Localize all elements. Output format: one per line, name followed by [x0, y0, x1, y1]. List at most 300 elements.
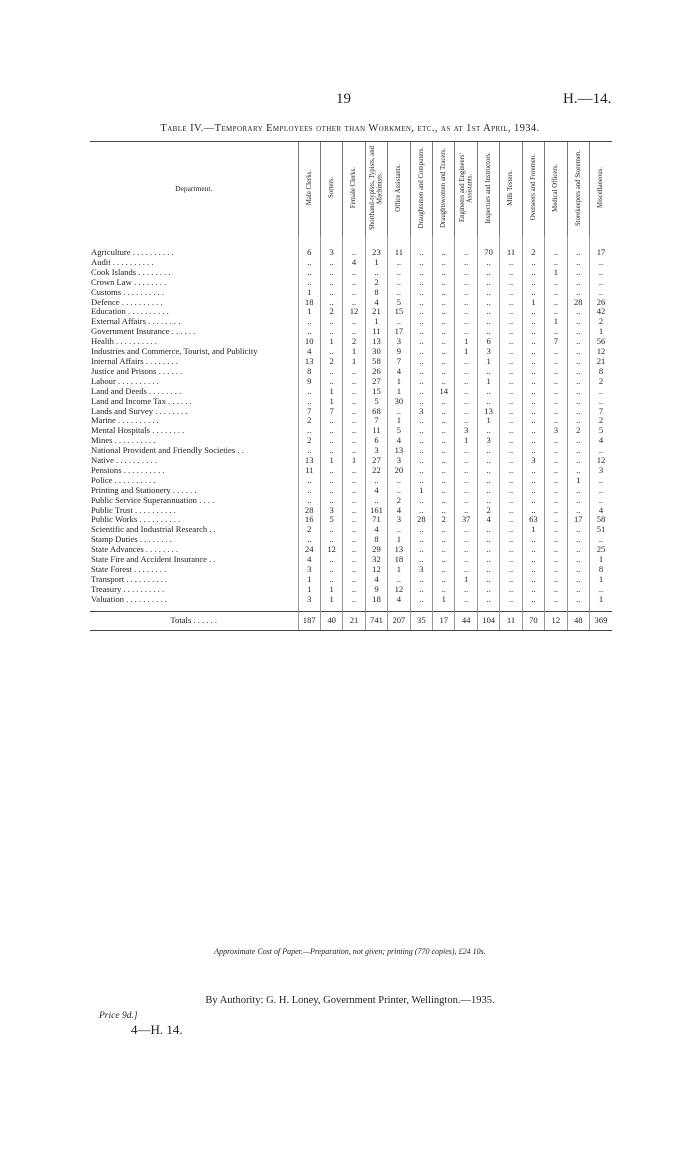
- table-cell: ..: [522, 565, 544, 575]
- total-cell: 21: [343, 611, 365, 630]
- table-cell: ..: [500, 426, 522, 436]
- table-cell: 7: [365, 416, 387, 426]
- price: Price 9d.]: [99, 1011, 138, 1021]
- table-cell: ..: [410, 347, 432, 357]
- table-cell: ..: [433, 496, 455, 506]
- column-header-label: Male Clerks.: [305, 169, 313, 206]
- table-cell: ..: [522, 407, 544, 417]
- table-cell: ..: [545, 446, 567, 456]
- table-cell: ..: [433, 486, 455, 496]
- table-cell: 4: [589, 506, 612, 516]
- table-cell: ..: [500, 268, 522, 278]
- table-cell: ..: [567, 278, 589, 288]
- table-cell: ..: [522, 357, 544, 367]
- table-cell: ..: [477, 307, 499, 317]
- table-cell: ..: [522, 337, 544, 347]
- table-row: [90, 466, 612, 476]
- table-cell: ..: [545, 288, 567, 298]
- table-cell: ..: [589, 476, 612, 486]
- table-cell: 4: [589, 436, 612, 446]
- table-cell: 4: [388, 436, 410, 446]
- table-cell: ..: [589, 278, 612, 288]
- table-cell: ..: [433, 397, 455, 407]
- column-header-label: Department.: [175, 184, 213, 194]
- table-cell: ..: [455, 476, 477, 486]
- table-cell: ..: [477, 258, 499, 268]
- table-cell: ..: [433, 476, 455, 486]
- table-cell: ..: [500, 327, 522, 337]
- table-cell: ..: [343, 288, 365, 298]
- table-cell: ..: [298, 535, 320, 545]
- total-cell: 11: [500, 611, 522, 630]
- table-row: [90, 307, 612, 317]
- table-row: [90, 515, 612, 525]
- table-cell: ..: [455, 268, 477, 278]
- table-cell: ..: [433, 337, 455, 347]
- table-cell: ..: [410, 555, 432, 565]
- table-cell: ..: [455, 535, 477, 545]
- table-cell: ..: [500, 337, 522, 347]
- table-cell: 3: [298, 595, 320, 611]
- column-header: [365, 142, 387, 236]
- table-cell: ..: [589, 397, 612, 407]
- table-cell: ..: [433, 466, 455, 476]
- department-name: National Provident and Friendly Societies . .: [91, 446, 244, 456]
- table-cell: ..: [320, 486, 342, 496]
- table-cell: 30: [388, 397, 410, 407]
- table-cell: ..: [500, 595, 522, 611]
- table-row: [90, 565, 612, 575]
- department-name: Printing and Stationery . . . . . .: [91, 485, 197, 495]
- table-row: [90, 486, 612, 496]
- table-cell: ..: [455, 407, 477, 417]
- table-cell: 9: [298, 377, 320, 387]
- table-row: [90, 416, 612, 426]
- total-cell: 741: [365, 611, 387, 630]
- table-row: [90, 298, 612, 308]
- table-cell: ..: [433, 347, 455, 357]
- table-cell: ..: [320, 555, 342, 565]
- table-cell: 18: [298, 298, 320, 308]
- table-cell: ..: [298, 278, 320, 288]
- table-cell: ..: [522, 317, 544, 327]
- column-header-label: Miscellaneous.: [597, 167, 605, 209]
- table-cell: ..: [433, 535, 455, 545]
- table-cell: ..: [320, 367, 342, 377]
- table-cell: 1: [522, 525, 544, 535]
- table-cell: ..: [410, 317, 432, 327]
- table-cell: ..: [433, 278, 455, 288]
- table-cell: ..: [410, 575, 432, 585]
- table-cell: 3: [589, 466, 612, 476]
- table-row: [90, 535, 612, 545]
- table-cell: ..: [343, 268, 365, 278]
- table-cell: ..: [567, 416, 589, 426]
- table-row: [90, 585, 612, 595]
- column-header: [298, 142, 320, 236]
- table-cell: ..: [522, 377, 544, 387]
- table-cell: ..: [410, 426, 432, 436]
- table-cell: 58: [365, 357, 387, 367]
- table-cell: 11: [298, 466, 320, 476]
- table-cell: ..: [477, 545, 499, 555]
- table-cell: ..: [567, 317, 589, 327]
- table-cell: ..: [343, 476, 365, 486]
- table-row: [90, 595, 612, 611]
- table-cell: ..: [500, 565, 522, 575]
- department-name: Industries and Commerce, Tourist, and Publicity: [91, 347, 258, 357]
- total-cell: 40: [320, 611, 342, 630]
- totals-label: Totals . . . . . .: [90, 611, 298, 630]
- totals-row: [90, 611, 612, 630]
- table-cell: ..: [433, 298, 455, 308]
- table-cell: 13: [298, 456, 320, 466]
- table-row: [90, 555, 612, 565]
- table-cell: ..: [410, 496, 432, 506]
- table-cell: 5: [388, 426, 410, 436]
- table-cell: ..: [522, 535, 544, 545]
- table-cell: ..: [320, 416, 342, 426]
- table-cell: ..: [522, 307, 544, 317]
- table-cell: 1: [298, 288, 320, 298]
- table-cell: 42: [589, 307, 612, 317]
- table-cell: ..: [455, 236, 477, 258]
- table-cell: ..: [522, 347, 544, 357]
- table-cell: ..: [388, 278, 410, 288]
- table-cell: 3: [455, 426, 477, 436]
- table-row: [90, 367, 612, 377]
- department-name: Defence . . . . . . . . . .: [91, 297, 163, 307]
- table-cell: 28: [298, 506, 320, 516]
- table-cell: ..: [522, 555, 544, 565]
- column-header: [500, 142, 522, 236]
- table-cell: ..: [545, 525, 567, 535]
- column-header-label: Draughtswomen and Tracers.: [440, 147, 448, 228]
- table-cell: ..: [320, 446, 342, 456]
- table-cell: ..: [567, 307, 589, 317]
- table-cell: ..: [433, 565, 455, 575]
- department-name: Valuation . . . . . . . . . .: [91, 594, 167, 604]
- table-cell: ..: [545, 466, 567, 476]
- table-cell: ..: [343, 496, 365, 506]
- table-cell: ..: [522, 367, 544, 377]
- table-cell: ..: [365, 268, 387, 278]
- table-row: [90, 426, 612, 436]
- table-cell: ..: [500, 407, 522, 417]
- table-cell: 3: [545, 426, 567, 436]
- table-cell: ..: [343, 486, 365, 496]
- table-cell: ..: [455, 298, 477, 308]
- table-cell: 13: [477, 407, 499, 417]
- table-cell: ..: [567, 268, 589, 278]
- table-cell: 27: [365, 456, 387, 466]
- table-cell: ..: [455, 258, 477, 268]
- table-cell: ..: [567, 397, 589, 407]
- table-cell: 1: [320, 337, 342, 347]
- table-cell: ..: [455, 565, 477, 575]
- table-cell: ..: [500, 555, 522, 565]
- table-cell: ..: [589, 268, 612, 278]
- table-cell: 1: [589, 327, 612, 337]
- table-cell: ..: [477, 585, 499, 595]
- table-cell: ..: [298, 258, 320, 268]
- table-row: [90, 278, 612, 288]
- cost-note: Approximate Cost of Paper.—Preparation, not given; printing (770 copies), £24 10s.: [214, 947, 486, 956]
- table-cell: ..: [477, 535, 499, 545]
- table-cell: ..: [567, 347, 589, 357]
- table-cell: ..: [522, 258, 544, 268]
- table-cell: 70: [477, 236, 499, 258]
- table-cell: ..: [343, 595, 365, 611]
- table-cell: ..: [343, 367, 365, 377]
- table-cell: ..: [433, 426, 455, 436]
- department-name: Public Trust . . . . . . . . . .: [91, 505, 176, 515]
- table-cell: 13: [388, 446, 410, 456]
- table-cell: ..: [343, 525, 365, 535]
- table-cell: ..: [500, 476, 522, 486]
- table-cell: 2: [320, 357, 342, 367]
- table-cell: ..: [410, 506, 432, 516]
- department-name: Public Works . . . . . . . . . .: [91, 515, 181, 525]
- table-cell: ..: [298, 446, 320, 456]
- table-cell: ..: [545, 377, 567, 387]
- table-cell: 3: [365, 446, 387, 456]
- employees-table: [90, 142, 612, 631]
- table-cell: ..: [567, 496, 589, 506]
- department-name: Crown Law . . . . . . . .: [91, 277, 167, 287]
- table-cell: 13: [298, 357, 320, 367]
- table-cell: ..: [477, 426, 499, 436]
- table-cell: 12: [589, 347, 612, 357]
- table-cell: ..: [320, 327, 342, 337]
- table-cell: ..: [522, 387, 544, 397]
- table-cell: 7: [298, 407, 320, 417]
- table-cell: ..: [320, 466, 342, 476]
- table-cell: ..: [320, 377, 342, 387]
- table-cell: 8: [365, 288, 387, 298]
- department-name: Labour . . . . . . . . . .: [91, 376, 159, 386]
- table-cell: 1: [298, 307, 320, 317]
- table-cell: 4: [365, 298, 387, 308]
- table-cell: 1: [320, 456, 342, 466]
- table-cell: 1: [477, 416, 499, 426]
- table-cell: ..: [522, 446, 544, 456]
- table-cell: 29: [365, 545, 387, 555]
- table-cell: 11: [388, 236, 410, 258]
- department-name: Stamp Duties . . . . . . . .: [91, 535, 172, 545]
- table-row: [90, 456, 612, 466]
- table-cell: 9: [388, 347, 410, 357]
- table-cell: ..: [477, 327, 499, 337]
- table-row: [90, 317, 612, 327]
- page-number: 19: [336, 91, 351, 107]
- department-name: Agriculture . . . . . . . . . .: [91, 247, 174, 257]
- table-row: [90, 236, 612, 258]
- table-cell: ..: [388, 258, 410, 268]
- table-cell: ..: [388, 268, 410, 278]
- table-cell: 2: [477, 506, 499, 516]
- table-cell: 2: [320, 307, 342, 317]
- table-cell: ..: [298, 426, 320, 436]
- table-cell: ..: [320, 565, 342, 575]
- table-cell: 1: [298, 585, 320, 595]
- table-cell: ..: [477, 446, 499, 456]
- table-cell: 4: [298, 347, 320, 357]
- table-cell: 3: [388, 337, 410, 347]
- table-cell: 1: [365, 317, 387, 327]
- table-cell: ..: [545, 585, 567, 595]
- table-cell: 1: [388, 535, 410, 545]
- table-cell: ..: [500, 347, 522, 357]
- table-row: [90, 525, 612, 535]
- column-header: [589, 142, 612, 236]
- table-cell: ..: [477, 456, 499, 466]
- table-cell: 1: [455, 347, 477, 357]
- table-cell: 3: [410, 565, 432, 575]
- column-header-label: Medical Officers.: [552, 163, 560, 212]
- table-cell: 3: [320, 236, 342, 258]
- table-title: Table IV.—Temporary Employees other than Workmen, etc., as at 1st April, 1934.: [160, 123, 540, 134]
- table-cell: ..: [522, 416, 544, 426]
- table-cell: ..: [545, 347, 567, 357]
- column-header: [455, 142, 477, 236]
- column-header: [410, 142, 432, 236]
- column-header: [567, 142, 589, 236]
- table-cell: ..: [410, 436, 432, 446]
- total-cell: 48: [567, 611, 589, 630]
- table-cell: ..: [522, 506, 544, 516]
- table-cell: ..: [522, 268, 544, 278]
- column-header-label: Engineers and Engineers' Assistants.: [458, 153, 474, 222]
- table-cell: 28: [567, 298, 589, 308]
- table-row: [90, 258, 612, 268]
- table-cell: ..: [545, 397, 567, 407]
- table-cell: 3: [320, 506, 342, 516]
- table-cell: ..: [343, 407, 365, 417]
- table-cell: ..: [500, 377, 522, 387]
- table-cell: ..: [410, 595, 432, 611]
- department-name: Treasury . . . . . . . . . .: [91, 584, 165, 594]
- table-cell: 2: [298, 525, 320, 535]
- table-cell: ..: [567, 357, 589, 367]
- table-cell: 3: [298, 565, 320, 575]
- table-cell: 4: [298, 555, 320, 565]
- column-header-label: Inspectors and Instructors.: [484, 151, 492, 224]
- department-name: Health . . . . . . . . . .: [91, 337, 157, 347]
- table-cell: ..: [433, 555, 455, 565]
- table-cell: ..: [545, 407, 567, 417]
- table-cell: 5: [589, 426, 612, 436]
- table-cell: ..: [567, 595, 589, 611]
- table-cell: ..: [500, 545, 522, 555]
- table-cell: ..: [567, 535, 589, 545]
- table-cell: ..: [477, 575, 499, 585]
- table-cell: 32: [365, 555, 387, 565]
- table-cell: 1: [388, 416, 410, 426]
- table-cell: 1: [455, 575, 477, 585]
- table-cell: ..: [455, 307, 477, 317]
- table-cell: ..: [589, 535, 612, 545]
- department-name: Scientific and Industrial Research . .: [91, 525, 216, 535]
- total-cell: 104: [477, 611, 499, 630]
- table-cell: ..: [567, 575, 589, 585]
- column-header: [522, 142, 544, 236]
- table-cell: ..: [567, 327, 589, 337]
- table-cell: ..: [500, 456, 522, 466]
- table-cell: ..: [455, 555, 477, 565]
- table-cell: 1: [545, 268, 567, 278]
- table-cell: 1: [365, 258, 387, 268]
- table-cell: 1: [320, 387, 342, 397]
- table-cell: ..: [410, 307, 432, 317]
- table-cell: ..: [567, 555, 589, 565]
- table-cell: 25: [589, 545, 612, 555]
- table-cell: ..: [320, 298, 342, 308]
- table-cell: 2: [567, 426, 589, 436]
- table-cell: ..: [567, 446, 589, 456]
- table-cell: ..: [433, 288, 455, 298]
- table-cell: ..: [522, 595, 544, 611]
- table-cell: ..: [567, 506, 589, 516]
- table-cell: ..: [522, 397, 544, 407]
- department-name: Lands and Survey . . . . . . . .: [91, 406, 188, 416]
- table-cell: ..: [500, 575, 522, 585]
- department-name: External Affairs . . . . . . . .: [91, 317, 181, 327]
- table-cell: ..: [320, 288, 342, 298]
- table-cell: 15: [365, 387, 387, 397]
- table-cell: 16: [298, 515, 320, 525]
- table-cell: ..: [500, 525, 522, 535]
- table-cell: ..: [410, 466, 432, 476]
- table-cell: ..: [410, 525, 432, 535]
- table-cell: ..: [545, 298, 567, 308]
- column-header-label: Office Assistants.: [395, 163, 403, 212]
- table-cell: 3: [388, 515, 410, 525]
- table-cell: ..: [433, 258, 455, 268]
- table-cell: ..: [433, 525, 455, 535]
- table-cell: ..: [455, 595, 477, 611]
- table-cell: ..: [567, 565, 589, 575]
- table-cell: ..: [455, 357, 477, 367]
- table-cell: ..: [343, 317, 365, 327]
- table-row: [90, 327, 612, 337]
- table-cell: ..: [500, 416, 522, 426]
- table-cell: ..: [343, 236, 365, 258]
- table-cell: ..: [343, 515, 365, 525]
- table-cell: ..: [298, 496, 320, 506]
- document-code: 4—H. 14.: [131, 1022, 183, 1037]
- table-cell: ..: [320, 268, 342, 278]
- department-name: Cook Islands . . . . . . . .: [91, 267, 171, 277]
- table-cell: ..: [477, 486, 499, 496]
- table-cell: ..: [455, 367, 477, 377]
- table-cell: ..: [298, 317, 320, 327]
- table-cell: ..: [589, 258, 612, 268]
- table-cell: 24: [298, 545, 320, 555]
- table-cell: ..: [410, 288, 432, 298]
- table-cell: 12: [388, 585, 410, 595]
- table-row: [90, 476, 612, 486]
- total-cell: 187: [298, 611, 320, 630]
- table-cell: ..: [410, 476, 432, 486]
- table-cell: ..: [477, 268, 499, 278]
- table-cell: ..: [410, 258, 432, 268]
- table-cell: ..: [500, 307, 522, 317]
- table-row: [90, 545, 612, 555]
- table-cell: 2: [343, 337, 365, 347]
- table-row: [90, 496, 612, 506]
- table-cell: 7: [388, 357, 410, 367]
